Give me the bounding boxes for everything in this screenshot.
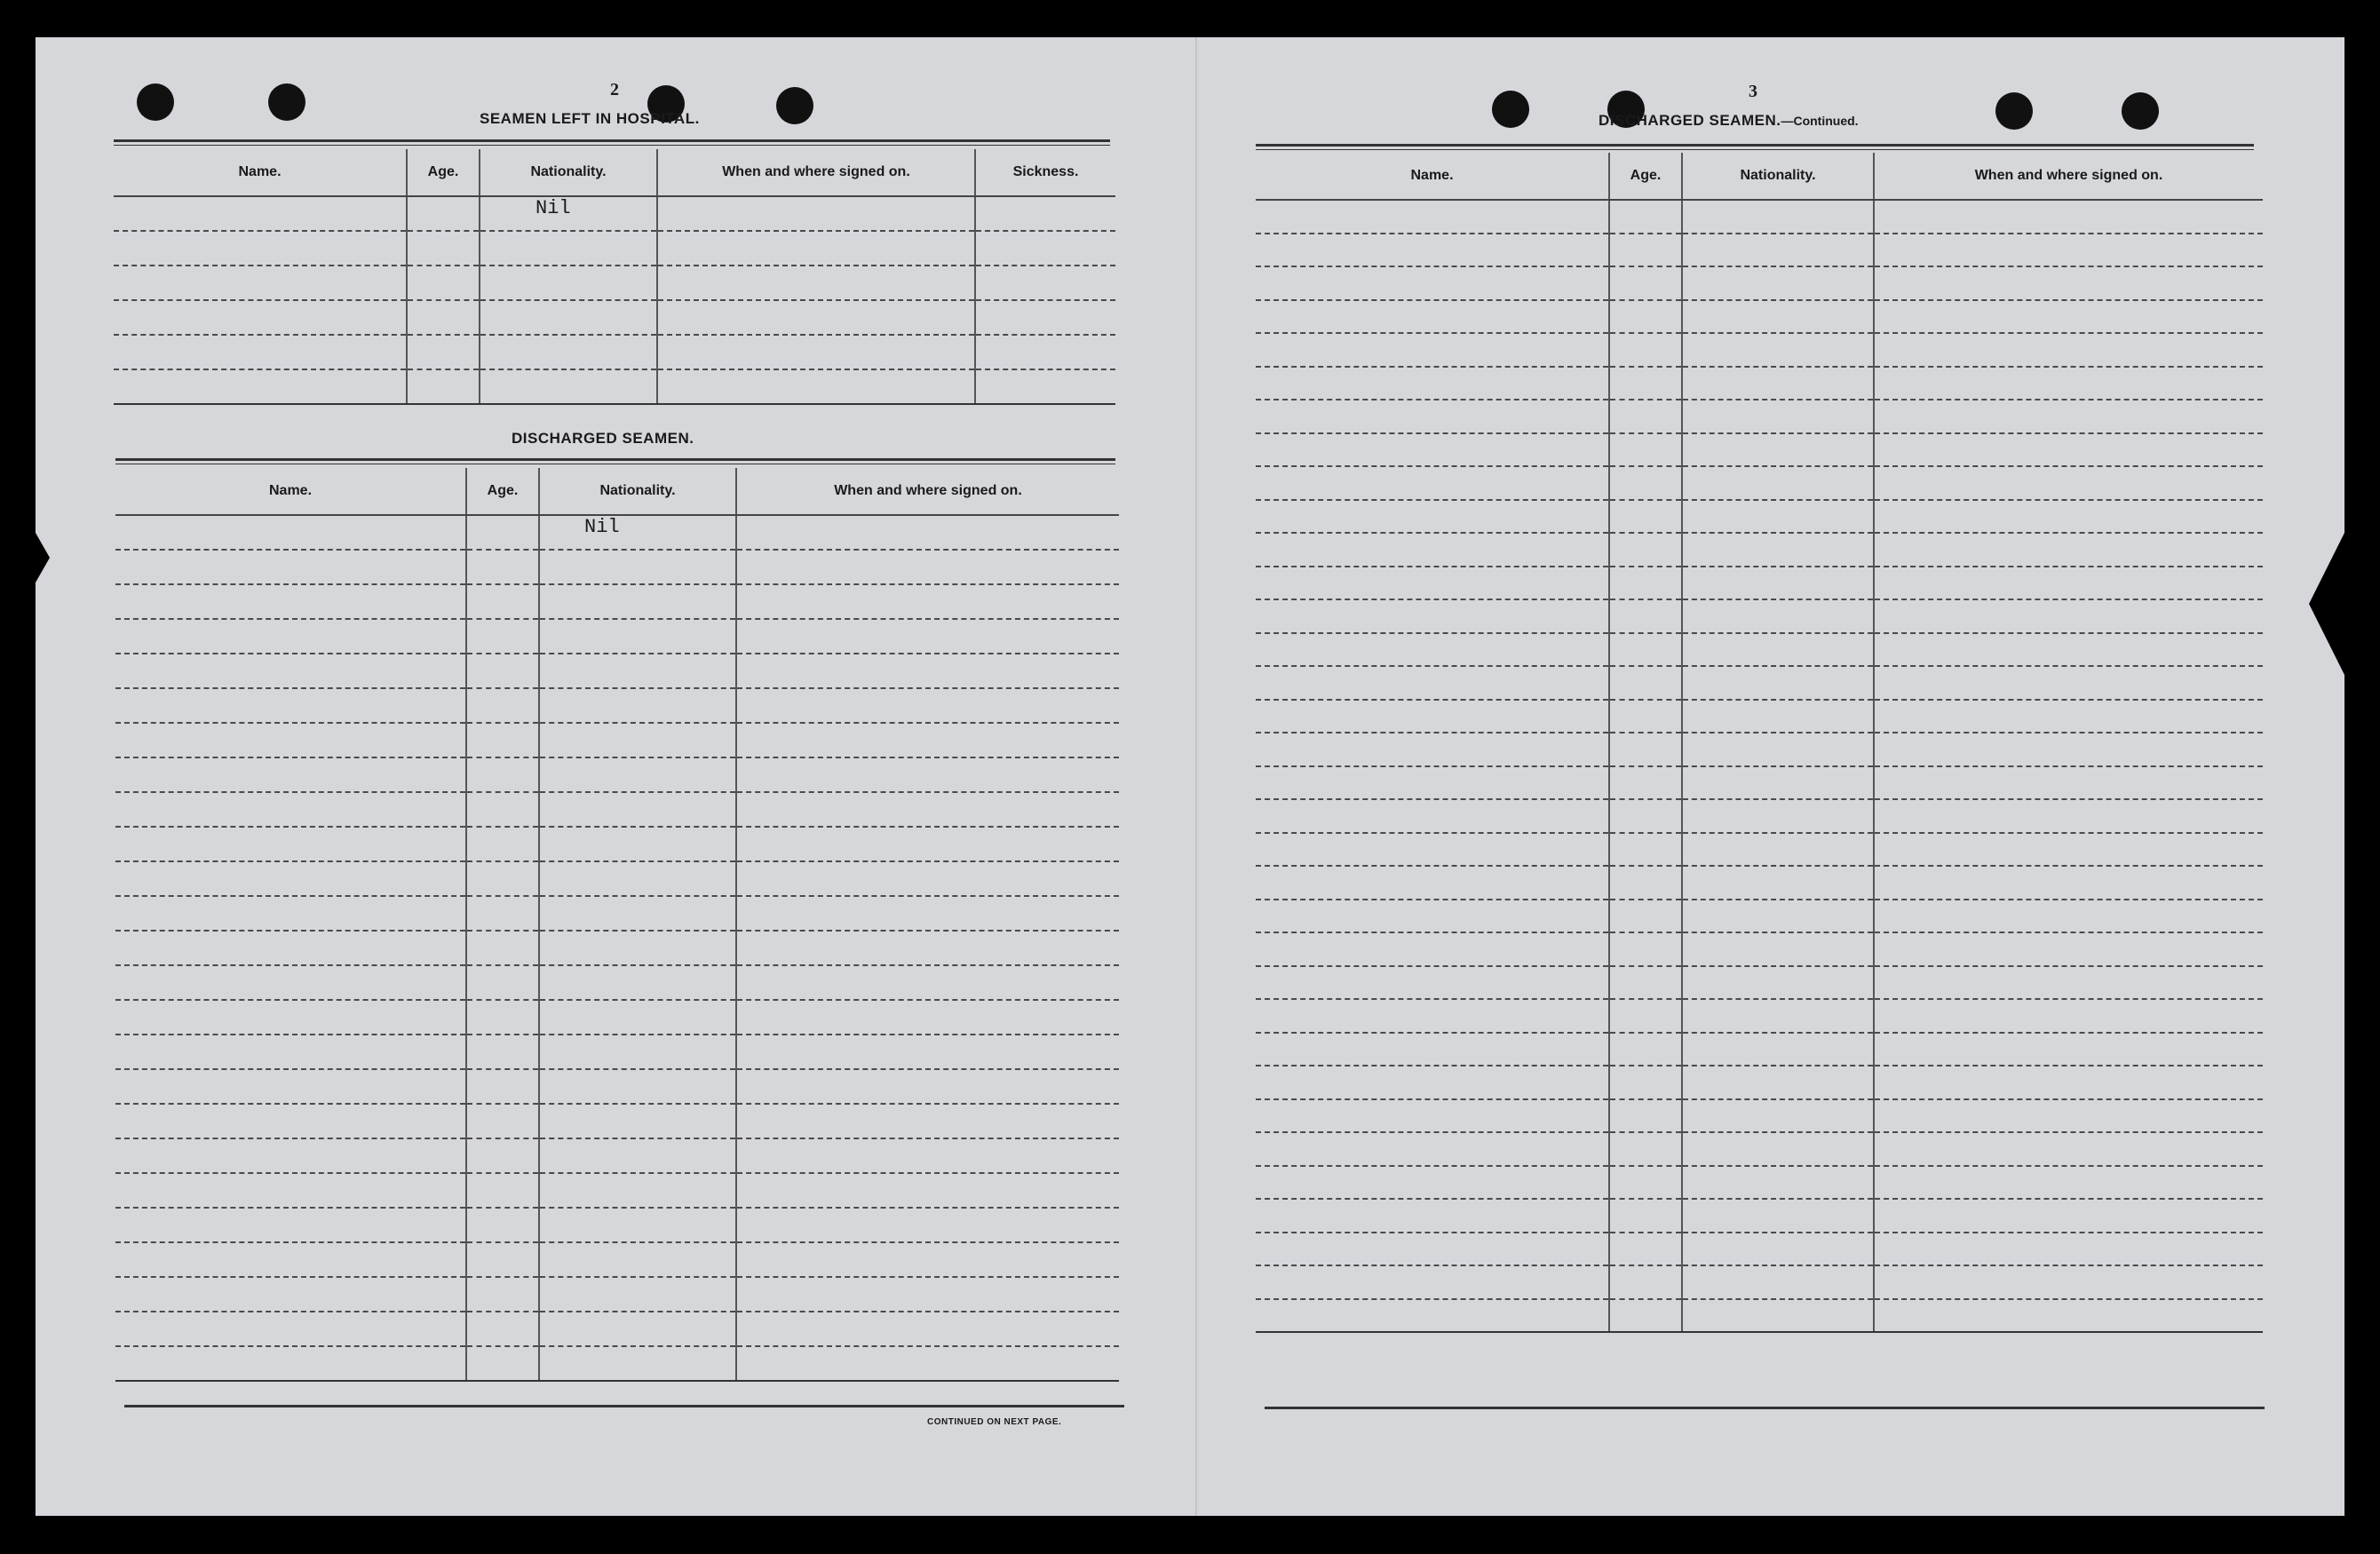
table-row (1256, 666, 2263, 700)
discharged-section-title: DISCHARGED SEAMEN. (512, 430, 694, 447)
table-row (1256, 866, 2263, 900)
table-row (1256, 633, 2263, 667)
bottom-rule (124, 1405, 1124, 1407)
table-row (1256, 1233, 2263, 1266)
table-row (1256, 1033, 2263, 1066)
page-number-left: 2 (610, 80, 619, 99)
table-row (115, 757, 1119, 792)
table-row (1256, 799, 2263, 833)
discharged-table (115, 468, 1119, 1382)
col-header-sickness: Sickness. (975, 149, 1115, 196)
col-header-age: Age. (466, 468, 539, 515)
page-number-right: 3 (1749, 82, 1757, 101)
table-row (115, 688, 1119, 723)
table-row (1256, 999, 2263, 1033)
col-header-nationality: Nationality. (539, 468, 736, 515)
col-header-name: Name. (115, 468, 466, 515)
table-row (115, 1208, 1119, 1242)
title-main: DISCHARGED SEAMEN. (1599, 112, 1781, 129)
col-header-age: Age. (1609, 153, 1682, 200)
hospital-table (114, 149, 1115, 405)
table-row (115, 1346, 1119, 1381)
table-row (1256, 1265, 2263, 1299)
table-row (115, 515, 1119, 550)
table-row (115, 654, 1119, 688)
table-row (114, 335, 1115, 369)
table-row (1256, 400, 2263, 433)
table-row (1256, 766, 2263, 800)
table-row (1256, 433, 2263, 467)
table-row (115, 896, 1119, 931)
col-header-nationality: Nationality. (480, 149, 657, 196)
table-row (1256, 533, 2263, 567)
table-row (115, 619, 1119, 654)
punch-hole (268, 83, 305, 121)
table-row (1256, 567, 2263, 600)
header-rule (1256, 149, 2254, 150)
punch-hole (1995, 92, 2033, 130)
table-row (115, 584, 1119, 619)
table-row (114, 231, 1115, 266)
table-row (1256, 966, 2263, 1000)
table-row (1256, 266, 2263, 300)
table-row (1256, 599, 2263, 633)
table-row (1256, 700, 2263, 733)
bottom-rule (1265, 1407, 2265, 1409)
title-suffix: —Continued. (1781, 114, 1859, 128)
table-row (114, 196, 1115, 231)
table-row (115, 1069, 1119, 1104)
table-row (1256, 234, 2263, 267)
sheet-notch-left (36, 533, 50, 583)
table-row (115, 827, 1119, 861)
table-row (115, 1312, 1119, 1346)
punch-hole (776, 87, 813, 124)
table-row (115, 792, 1119, 827)
table-row (1256, 1132, 2263, 1166)
table-row (115, 1104, 1119, 1138)
table-row (115, 965, 1119, 1000)
table-row (1256, 833, 2263, 867)
table-row (115, 723, 1119, 757)
table-row (1256, 367, 2263, 400)
col-header-signed-on: When and where signed on. (657, 149, 975, 196)
table-row (1256, 1199, 2263, 1233)
col-header-nationality: Nationality. (1682, 153, 1874, 200)
hospital-section-title: SEAMEN LEFT IN HOSPITAL. (480, 110, 700, 127)
table-row (115, 1138, 1119, 1173)
table-row (1256, 1166, 2263, 1200)
table-row (114, 266, 1115, 300)
discharged-entry-nil: Nil (539, 515, 736, 550)
header-rule (114, 145, 1110, 146)
table-row (115, 1173, 1119, 1208)
table-row (1256, 733, 2263, 766)
table-row (115, 1242, 1119, 1277)
col-header-name: Name. (114, 149, 407, 196)
table-row (115, 1035, 1119, 1069)
table-row (115, 550, 1119, 584)
table-row (114, 369, 1115, 404)
header-rule (115, 458, 1115, 461)
punch-hole (1492, 91, 1529, 128)
col-header-signed-on: When and where signed on. (736, 468, 1119, 515)
table-row (1256, 333, 2263, 367)
table-row (1256, 466, 2263, 500)
col-header-name: Name. (1256, 153, 1609, 200)
col-header-signed-on: When and where signed on. (1874, 153, 2263, 200)
punch-hole (137, 83, 174, 121)
discharged-continued-table (1256, 153, 2263, 1333)
col-header-age: Age. (407, 149, 480, 196)
table-row (1256, 1066, 2263, 1099)
page-fold (1195, 37, 1197, 1516)
table-row (1256, 1299, 2263, 1333)
punch-hole (2122, 92, 2159, 130)
table-row (1256, 300, 2263, 334)
table-row (1256, 1099, 2263, 1133)
discharged-continued-title (1599, 112, 1859, 130)
table-row (114, 300, 1115, 335)
hospital-entry-nil: Nil (480, 196, 657, 231)
table-row (1256, 200, 2263, 234)
table-row (115, 1277, 1119, 1312)
table-row (1256, 500, 2263, 534)
sheet-notch-right (2309, 533, 2344, 675)
table-row (115, 1000, 1119, 1035)
header-rule (114, 139, 1110, 142)
header-rule (1256, 144, 2254, 147)
continued-note: CONTINUED ON NEXT PAGE. (927, 1417, 1062, 1427)
table-row (115, 931, 1119, 965)
table-row (115, 861, 1119, 896)
table-row (1256, 900, 2263, 933)
table-row (1256, 932, 2263, 966)
